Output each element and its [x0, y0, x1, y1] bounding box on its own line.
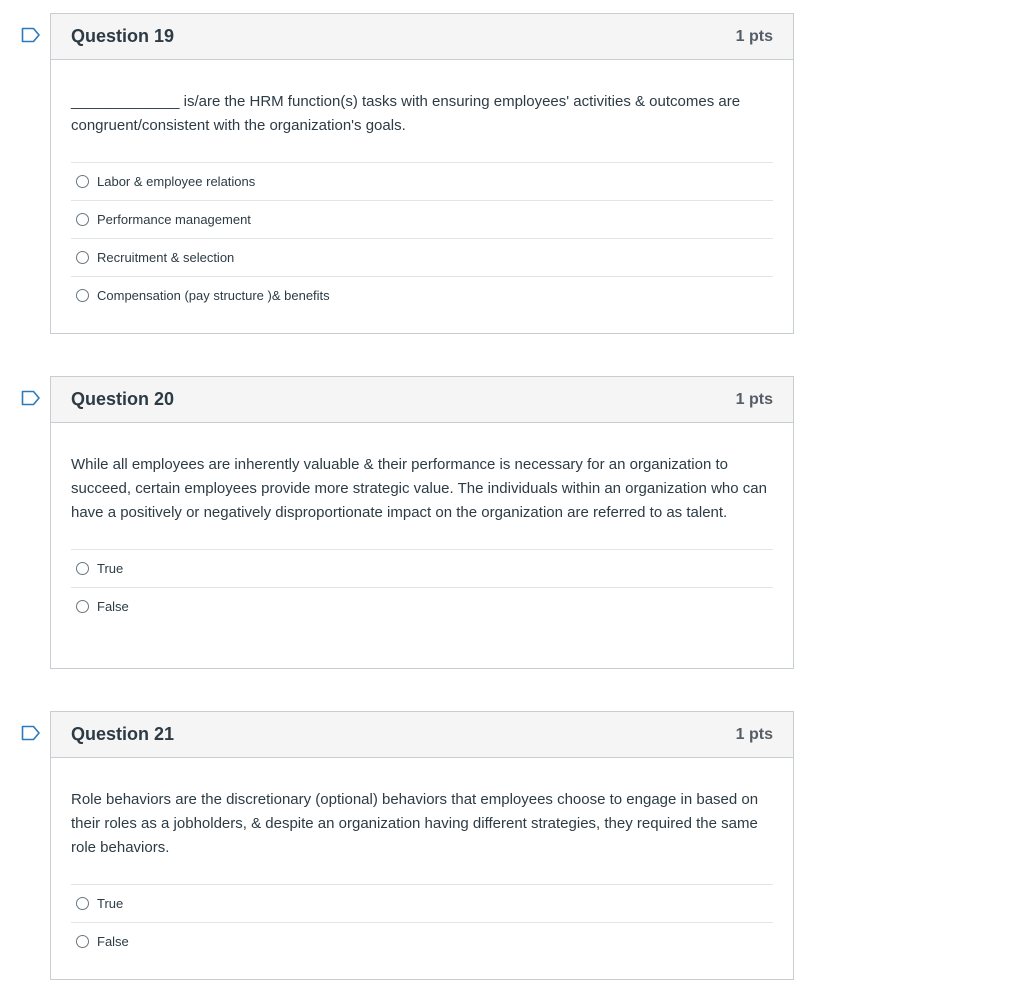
question-header: [51, 377, 793, 423]
answer-label: Compensation (pay structure )& benefits: [97, 288, 330, 303]
answer-option[interactable]: [71, 550, 773, 588]
question-card: [50, 376, 794, 669]
question-points: 1 pts: [735, 27, 773, 45]
flag-question-icon[interactable]: [21, 390, 41, 406]
answer-label: Labor & employee relations: [97, 174, 256, 189]
question-title: Question 21: [71, 724, 175, 744]
flag-question-icon[interactable]: [21, 27, 41, 43]
question-title: Question 19: [71, 26, 175, 46]
answer-label: False: [97, 934, 129, 949]
question-text: While all employees are inherently valuable & their performance is necessary for an organization to succeed, certain employees provide more strategic value. The individuals within an organization who can have a positively or negatively disproportionate impact on the organization are referred to as talent.: [71, 456, 767, 521]
answer-option[interactable]: [71, 239, 773, 277]
radio-button[interactable]: [76, 289, 89, 302]
question-points: 1 pts: [735, 725, 773, 743]
flag-question-icon[interactable]: [21, 725, 41, 741]
answer-option[interactable]: [71, 885, 773, 923]
answer-list: [71, 549, 773, 625]
question-points: 1 pts: [735, 390, 773, 408]
question-body: [51, 758, 793, 960]
radio-button[interactable]: [76, 251, 89, 264]
answer-label: False: [97, 599, 129, 614]
radio-button[interactable]: [76, 562, 89, 575]
radio-button[interactable]: [76, 175, 89, 188]
answer-label: Recruitment & selection: [97, 250, 235, 265]
question-header: [51, 712, 793, 758]
question-title: Question 20: [71, 389, 175, 409]
answer-option[interactable]: [71, 923, 773, 960]
question-body: [51, 60, 793, 314]
question-card: [50, 711, 794, 980]
answer-label: True: [97, 896, 124, 911]
answer-list: [71, 884, 773, 960]
answer-option[interactable]: [71, 163, 773, 201]
answer-label: True: [97, 561, 124, 576]
question-header: [51, 14, 793, 60]
radio-button[interactable]: [76, 600, 89, 613]
question-text: _____________ is/are the HRM function(s) tasks with ensuring employees' activities & outcomes are congruent/consistent with the organization's goals.: [71, 93, 741, 134]
radio-button[interactable]: [76, 897, 89, 910]
radio-button[interactable]: [76, 935, 89, 948]
radio-button[interactable]: [76, 213, 89, 226]
question-card: [50, 13, 794, 334]
question-body: [51, 423, 793, 625]
answer-list: [71, 162, 773, 314]
question-text: Role behaviors are the discretionary (optional) behaviors that employees choose to engage in based on their roles as a jobholders, & despite an organization having different strategies, they required the same role behaviors.: [71, 791, 759, 856]
answer-option[interactable]: [71, 201, 773, 239]
answer-label: Performance management: [97, 212, 251, 227]
answer-option[interactable]: [71, 277, 773, 314]
answer-option[interactable]: [71, 588, 773, 625]
